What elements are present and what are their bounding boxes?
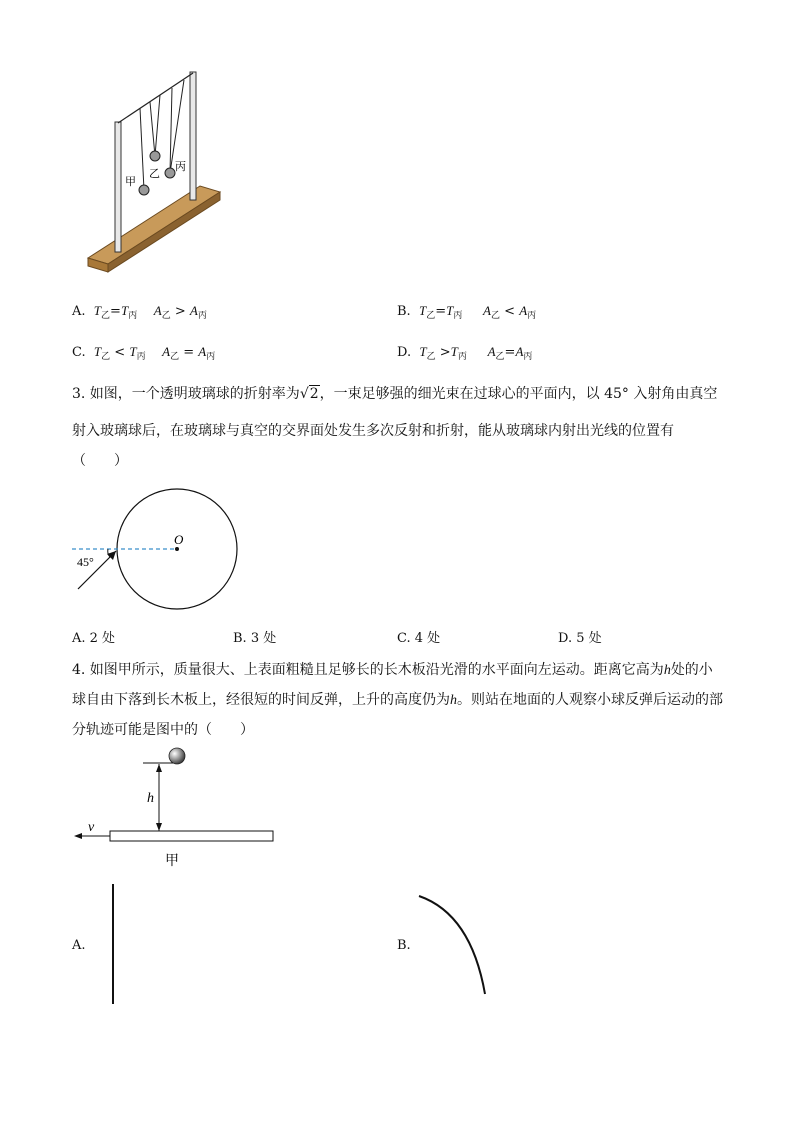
q4-option-b-trajectory[interactable]: [415, 890, 495, 998]
falling-ball: [169, 748, 185, 764]
q2-option-b[interactable]: B. $T_乙=T_丙$ $A_乙 < A_丙$: [397, 303, 537, 321]
curved-trajectory-line: [419, 896, 485, 994]
q4-line-1: 4. 如图甲所示，质量很大、上表面粗糙且足够长的长木板沿光滑的水平面向左运动。距离它高为h处的小: [72, 662, 713, 678]
figure-caption-jia: 甲: [165, 853, 179, 869]
long-board: [110, 831, 273, 841]
center-label: O: [174, 532, 184, 547]
q4-option-a-label[interactable]: A.: [72, 938, 86, 953]
q2-option-d[interactable]: D. $T_乙 >T_丙$ $A_乙=A_丙$: [397, 344, 533, 362]
glass-ball-figure: [70, 485, 245, 615]
string-yi-2: [155, 95, 160, 156]
velocity-arrow-head: [74, 833, 82, 839]
q4-option-a-trajectory[interactable]: [105, 882, 121, 1006]
pendulum-apparatus-figure: [80, 60, 240, 285]
left-pole: [115, 122, 121, 252]
ball-yi: [150, 151, 160, 161]
q4-line-2: 球自由下落到长木板上，经很短的时间反弹，上升的高度仍为h。则站在地面的人观察小球反弹后运动的部: [72, 692, 723, 708]
sqrt-symbol: √: [299, 386, 309, 402]
q3-line-2: 射入玻璃球后，在玻璃球与真空的交界面处发生多次反射和折射，能从玻璃球内射出光线的位置有: [72, 423, 674, 439]
q3-option-d[interactable]: D. 5 处: [558, 631, 602, 646]
label-bing: 丙: [175, 160, 186, 173]
falling-ball-figure: [70, 742, 280, 872]
string-yi: [150, 102, 155, 156]
q2-option-a[interactable]: A. $T_乙=T_丙$ $A_乙 > A_丙$: [72, 303, 207, 321]
center-point: [175, 547, 179, 551]
wooden-base-side: [108, 192, 220, 272]
label-yi: 乙: [149, 167, 160, 180]
q3-option-a[interactable]: A. 2 处: [72, 631, 116, 646]
height-arrow-down: [156, 823, 162, 831]
q3-option-b[interactable]: B. 3 处: [233, 631, 277, 646]
angle-arc: [108, 549, 110, 557]
q3-line-1: 3. 如图，一个透明玻璃球的折射率为√2，一束足够强的细光束在过球心的平面内，以 45° 入射角由真空: [72, 386, 718, 402]
sqrt-value: 2: [309, 386, 319, 402]
angle-label: 45°: [77, 555, 94, 569]
q4-option-b-label[interactable]: B.: [397, 938, 411, 953]
right-pole: [190, 72, 196, 200]
velocity-label: v: [88, 820, 95, 835]
q3-line-3: （ ）: [72, 453, 128, 469]
label-jia: 甲: [125, 175, 136, 188]
q3-option-c[interactable]: C. 4 处: [397, 631, 441, 646]
height-label: h: [147, 791, 154, 806]
q2-option-c[interactable]: C. $T_乙 < T_丙$ $A_乙 = A_丙$: [72, 344, 216, 362]
ball-jia: [139, 185, 149, 195]
q4-line-3: 分轨迹可能是图中的（ ）: [72, 722, 254, 738]
wooden-base-top: [88, 186, 220, 264]
string-jia: [140, 108, 144, 190]
height-arrow-up: [156, 764, 162, 772]
ball-bing: [165, 168, 175, 178]
